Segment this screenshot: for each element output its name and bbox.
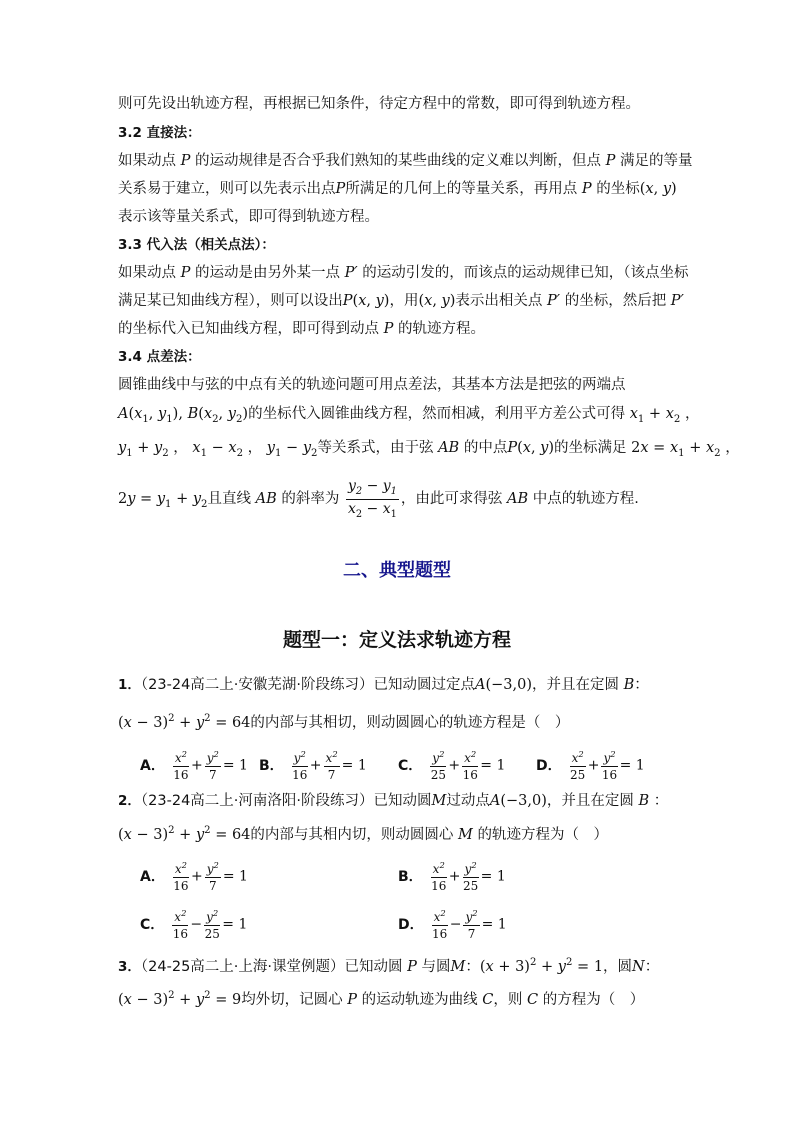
s34-line4: $2y = y_1 + y_2$且直线 AB 的斜率为 $\frac{y_2 - y_1}{x_2 - x_1}$ ，由此可求得弦 AB 中点的轨迹方程.: [118, 478, 639, 520]
s34-line2: $A(x_1$, $y_1$), $B(x_2$, $y_2$)的坐标代入圆锥曲线方程，然而相减，利用平方差公式可得 $x_1 + x_2$ ，: [118, 406, 700, 425]
s32-line1: 如果动点 P 的运动规律是否合乎我们熟知的某些曲线的定义难以判断，但点 P 满足的等量: [118, 153, 693, 169]
intro-line: 则可先设出轨迹方程，再根据已知条件，待定方程中的常数，即可得到轨迹方程。: [118, 96, 640, 112]
q2-line2: $(x - 3)^2 + y^2 = 64$的内部与其相内切，则动圆圆心 M 的轨迹方程为（ ）: [118, 825, 608, 843]
q2-option-a[interactable]: A． $\frac{x^2}{16}$ + $\frac{y^2}{7}$ = 1: [140, 860, 248, 893]
s34-line3: $y_1 + y_2$ ， $x_1 - x_2$ ， $y_1 - y_2$等关系式，由于弦 AB 的中点P(x, y)的坐标满足 $2x = x_1 + x_2$ ，: [118, 440, 740, 459]
q1-line1: 1．（23-24高二上·安徽芜湖·阶段练习）已知动圆过定点A(−3,0)，并且在定圆 B：: [118, 677, 649, 693]
q2-option-c[interactable]: C． $\frac{x^2}{16}$ − $\frac{y^2}{25}$ = 1: [140, 908, 248, 941]
s32-line3: 表示该等量关系式，即可得到轨迹方程。: [118, 209, 379, 225]
s34-line1: 圆锥曲线中与弦的中点有关的轨迹问题可用点差法，其基本方法是把弦的两端点: [118, 377, 626, 393]
section-title: 二、典型题型: [343, 560, 451, 581]
q1-line2: $(x - 3)^2 + y^2 = 64$的内部与其相切，则动圆圆心的轨迹方程是（ ）: [118, 713, 570, 731]
s33-line2: 满足某已知曲线方程），则可以设出P(x, y)，用(x, y)表示出相关点 P′ 的坐标，然后把 P′: [118, 293, 684, 309]
q1-option-d[interactable]: D． $\frac{x^2}{25}$ + $\frac{y^2}{16}$ = 1: [536, 749, 645, 782]
s32-line2: 关系易于建立，则可以先表示出点P所满足的几何上的等量关系，再用点 P 的坐标(x, y): [118, 181, 677, 197]
q2-option-b[interactable]: B． $\frac{x^2}{16}$ + $\frac{y^2}{25}$ = 1: [398, 860, 506, 893]
heading-3-3: 3.3 代入法（相关点法）：: [118, 237, 275, 253]
q2-line1: 2．（23-24高二上·河南洛阳·阶段练习）已知动圆M过动点A(−3,0)，并且在定圆 B ：: [118, 793, 669, 809]
q1-option-c[interactable]: C． $\frac{y^2}{25}$ + $\frac{x^2}{16}$ = 1: [398, 749, 506, 782]
q1-option-a[interactable]: A． $\frac{x^2}{16}$ + $\frac{y^2}{7}$ = 1: [140, 749, 248, 782]
s33-line1: 如果动点 P 的运动是由另外某一点 P′ 的运动引发的，而该点的运动规律已知，（该点坐标: [118, 265, 689, 281]
s33-line3: 的坐标代入已知曲线方程，即可得到动点 P 的轨迹方程。: [118, 321, 485, 337]
heading-3-2: 3.2 直接法：: [118, 125, 201, 141]
q3-line1: 3．（24-25高二上·上海·课堂例题）已知动圆 P 与圆M：$(x + 3)^2 + y^2 = 1$，圆N：: [118, 957, 660, 975]
q3-line2: $(x - 3)^2 + y^2 = 9$均外切，记圆心 P 的运动轨迹为曲线 C，则 C 的方程为（ ）: [118, 990, 645, 1008]
q1-option-b[interactable]: B． $\frac{y^2}{16}$ + $\frac{x^2}{7}$ = 1: [259, 749, 367, 782]
slope-fraction: $\frac{y_2 - y_1}{x_2 - x_1}$: [347, 478, 397, 520]
q2-option-d[interactable]: D． $\frac{x^2}{16}$ − $\frac{y^2}{7}$ = 1: [398, 908, 507, 941]
heading-3-4: 3.4 点差法：: [118, 349, 201, 365]
type-title: 题型一：定义法求轨迹方程: [282, 629, 511, 651]
